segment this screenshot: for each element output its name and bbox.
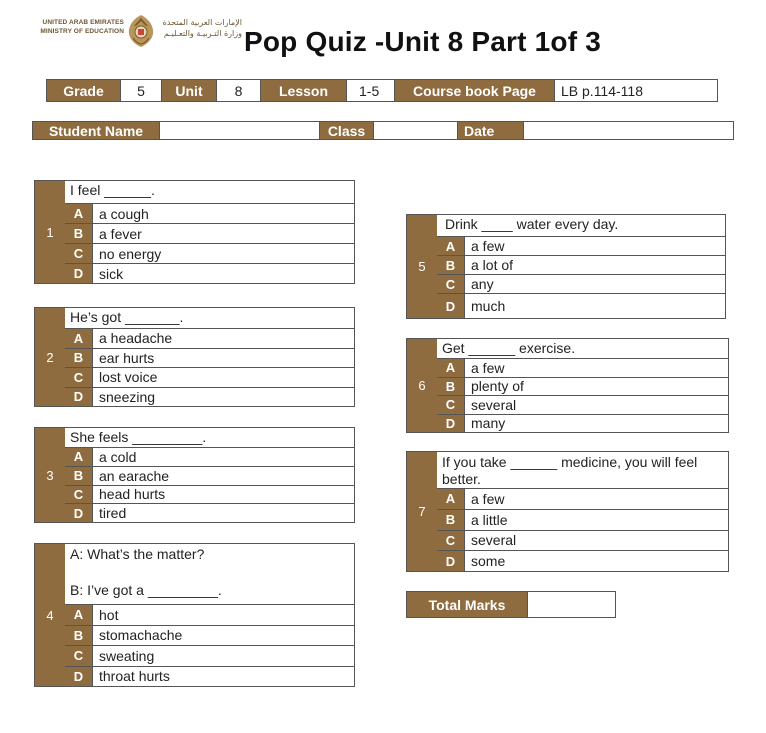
page-title: Pop Quiz -Unit 8 Part 1of 3 — [244, 26, 601, 57]
option-b[interactable]: B an earache — [65, 467, 354, 486]
ministry-name-english: UNITED ARAB EMIRATES MINISTRY OF EDUCATION — [40, 19, 124, 35]
option-b[interactable]: B a fever — [65, 224, 354, 244]
option-d[interactable]: D throat hurts — [65, 667, 354, 687]
question-4 — [34, 543, 355, 687]
question-stem: She feels _________. — [65, 428, 354, 448]
option-b[interactable]: B plenty of — [437, 378, 728, 397]
question-5 — [406, 214, 726, 319]
option-d[interactable]: D sneezing — [65, 388, 354, 407]
question-number: 2 — [35, 308, 65, 406]
question-number: 7 — [407, 452, 437, 571]
option-d[interactable]: D some — [437, 551, 728, 571]
question-stem: He’s got _______. — [65, 308, 354, 329]
question-stem: If you take ______ medicine, you will feel better. — [437, 452, 728, 489]
question-stem: A: What’s the matter? B: I’ve got a _________. — [65, 544, 354, 605]
grade-label: Grade — [47, 80, 121, 101]
grade-value: 5 — [121, 80, 162, 101]
option-c[interactable]: C no energy — [65, 244, 354, 264]
class-label: Class — [320, 122, 374, 139]
question-number: 1 — [35, 181, 65, 283]
question-number: 3 — [35, 428, 65, 522]
question-6 — [406, 338, 729, 433]
option-b[interactable]: B stomachache — [65, 626, 354, 647]
course-book-page-label: Course book Page — [395, 80, 555, 101]
option-c[interactable]: C any — [437, 275, 725, 294]
option-b[interactable]: B ear hurts — [65, 349, 354, 369]
option-d[interactable]: D many — [437, 415, 728, 433]
option-a[interactable]: A a few — [437, 237, 725, 256]
question-stem: I feel ______. — [65, 181, 354, 204]
option-a[interactable]: A a few — [437, 359, 728, 378]
question-3 — [34, 427, 355, 523]
option-b[interactable]: B a lot of — [437, 256, 725, 275]
option-d[interactable]: D sick — [65, 264, 354, 283]
option-c[interactable]: C sweating — [65, 646, 354, 667]
unit-label: Unit — [162, 80, 217, 101]
option-c[interactable]: C lost voice — [65, 368, 354, 388]
student-name-label: Student Name — [33, 122, 160, 139]
option-c[interactable]: C several — [437, 531, 728, 552]
question-number: 4 — [35, 544, 65, 686]
option-a[interactable]: A a cold — [65, 448, 354, 467]
question-2 — [34, 307, 355, 407]
uae-emblem-icon — [125, 12, 157, 50]
option-a[interactable]: A hot — [65, 605, 354, 626]
question-1 — [34, 180, 355, 284]
question-stem: Drink ____ water every day. — [437, 215, 725, 237]
option-a[interactable]: A a headache — [65, 329, 354, 349]
option-d[interactable]: D tired — [65, 504, 354, 522]
option-a[interactable]: A a cough — [65, 204, 354, 224]
student-name-field[interactable] — [160, 122, 320, 139]
ministry-name-arabic: الإمارات العربية المتحدة وزارة التـربيـة والتعـليـم — [162, 18, 242, 38]
total-marks-field[interactable] — [528, 592, 615, 617]
course-info-table — [46, 79, 718, 102]
question-number: 6 — [407, 339, 437, 432]
lesson-label: Lesson — [261, 80, 347, 101]
total-marks-box — [406, 591, 616, 618]
course-book-page-value: LB p.114-118 — [555, 80, 717, 101]
student-info-row — [32, 121, 734, 140]
class-field[interactable] — [374, 122, 458, 139]
option-d[interactable]: D much — [437, 294, 725, 318]
question-7 — [406, 451, 729, 572]
date-label: Date — [458, 122, 524, 139]
option-a[interactable]: A a few — [437, 489, 728, 510]
total-marks-label: Total Marks — [407, 592, 528, 617]
option-b[interactable]: B a little — [437, 510, 728, 531]
date-field[interactable] — [524, 122, 733, 139]
question-number: 5 — [407, 215, 437, 318]
lesson-value: 1-5 — [347, 80, 395, 101]
option-c[interactable]: C several — [437, 396, 728, 415]
option-c[interactable]: C head hurts — [65, 486, 354, 505]
question-stem: Get ______ exercise. — [437, 339, 728, 359]
unit-value: 8 — [217, 80, 261, 101]
